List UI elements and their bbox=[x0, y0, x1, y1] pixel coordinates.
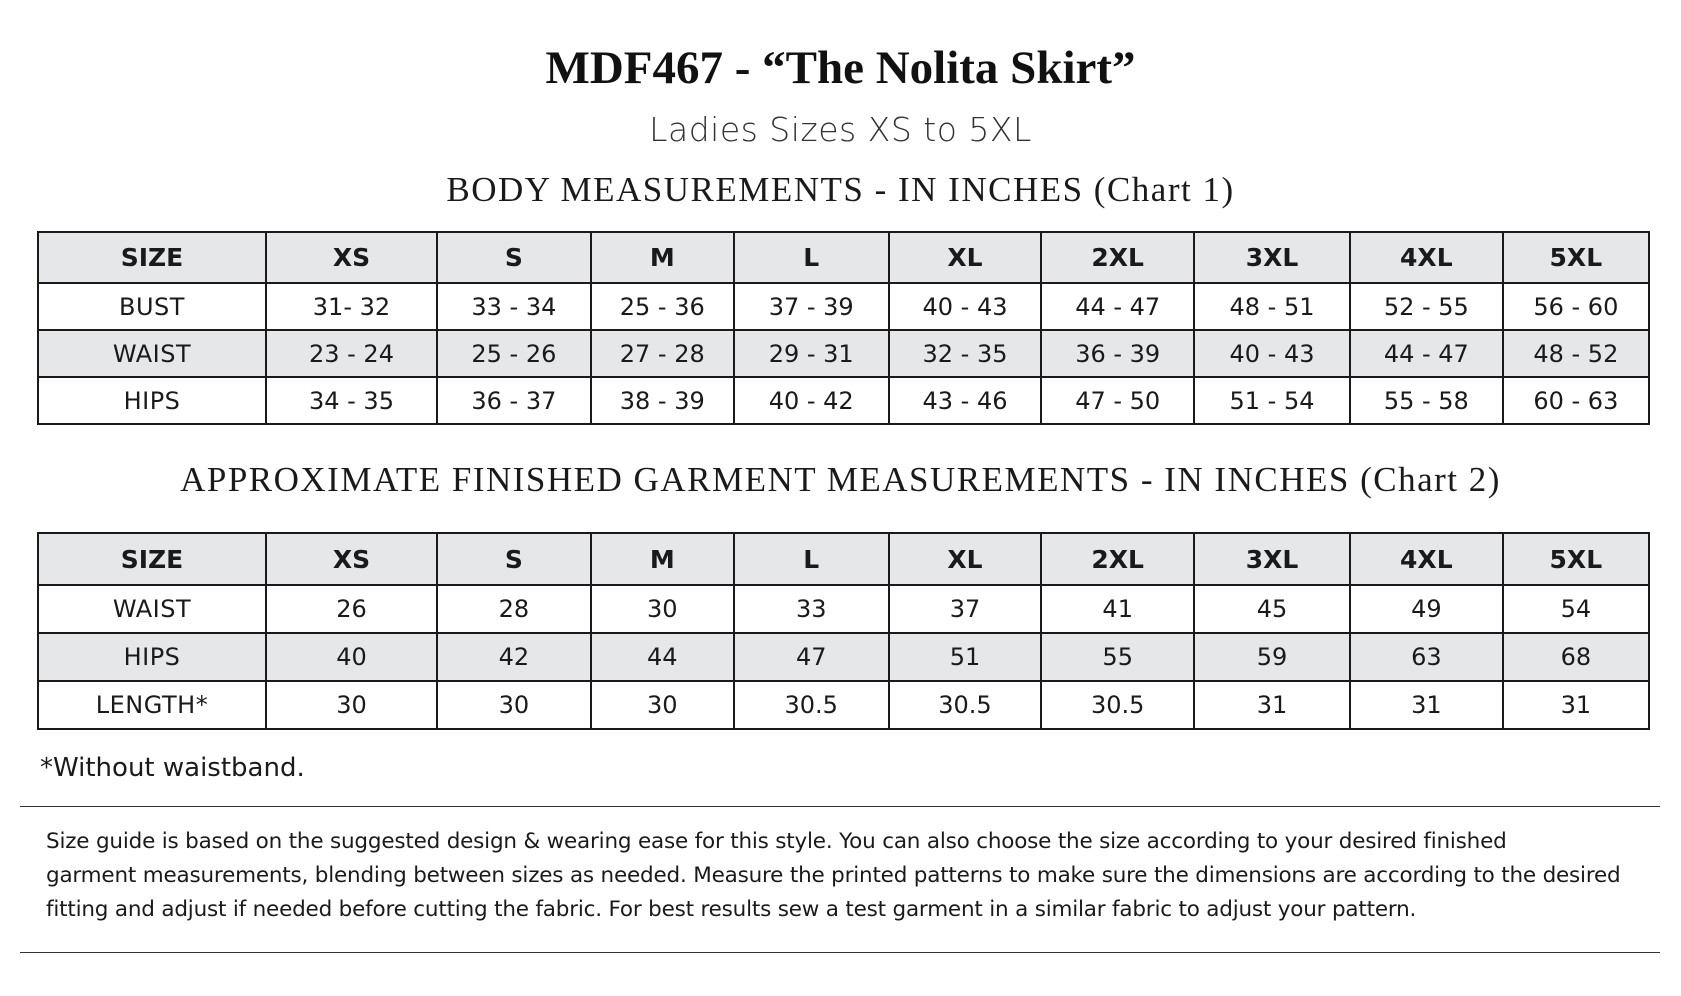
column-header: XS bbox=[266, 232, 437, 283]
table-cell: 30 bbox=[591, 585, 734, 633]
table-cell: 52 - 55 bbox=[1350, 283, 1503, 330]
table-cell: 38 - 39 bbox=[591, 377, 734, 424]
size-guide-line: Size guide is based on the suggested design & wearing ease for this style. You can also choose the size according to your desired finished bbox=[46, 829, 1507, 854]
page-subtitle: Ladies Sizes XS to 5XL bbox=[649, 110, 1032, 149]
table-cell: 44 - 47 bbox=[1041, 283, 1194, 330]
table-cell: 31 bbox=[1503, 681, 1649, 729]
row-label: LENGTH* bbox=[38, 681, 266, 729]
table-cell: 43 - 46 bbox=[889, 377, 1042, 424]
divider bbox=[20, 806, 1660, 807]
table-cell: 48 - 51 bbox=[1194, 283, 1350, 330]
table-row bbox=[38, 585, 1649, 633]
table-cell: 31 bbox=[1194, 681, 1350, 729]
chart2-heading: APPROXIMATE FINISHED GARMENT MEASUREMENTS - IN INCHES (Chart 2) bbox=[180, 460, 1501, 499]
column-header: S bbox=[437, 533, 591, 585]
table-cell: 34 - 35 bbox=[266, 377, 437, 424]
size-guide-line: garment measurements, blending between sizes as needed. Measure the printed patterns to make sure the dimensions are according to the desired bbox=[46, 863, 1621, 888]
table-cell: 26 bbox=[266, 585, 437, 633]
size-guide-note bbox=[46, 825, 1646, 927]
row-label: WAIST bbox=[38, 585, 266, 633]
table-row bbox=[38, 377, 1649, 424]
table-cell: 27 - 28 bbox=[591, 330, 734, 377]
table-cell: 25 - 26 bbox=[437, 330, 591, 377]
table-cell: 30 bbox=[437, 681, 591, 729]
table-cell: 40 - 43 bbox=[1194, 330, 1350, 377]
table-header-row bbox=[38, 533, 1649, 585]
table-header-row bbox=[38, 232, 1649, 283]
table-cell: 23 - 24 bbox=[266, 330, 437, 377]
column-header: 3XL bbox=[1194, 533, 1350, 585]
table-cell: 40 bbox=[266, 633, 437, 681]
table-cell: 33 bbox=[734, 585, 889, 633]
table-cell: 44 - 47 bbox=[1350, 330, 1503, 377]
table-cell: 29 - 31 bbox=[734, 330, 889, 377]
table-cell: 48 - 52 bbox=[1503, 330, 1649, 377]
column-header: 2XL bbox=[1041, 232, 1194, 283]
column-header: 5XL bbox=[1503, 533, 1649, 585]
size-guide-line: fitting and adjust if needed before cutting the fabric. For best results sew a test garment in a similar fabric to adjust your pattern. bbox=[46, 897, 1417, 922]
row-label: BUST bbox=[38, 283, 266, 330]
table-cell: 68 bbox=[1503, 633, 1649, 681]
divider bbox=[20, 952, 1660, 953]
column-header: M bbox=[591, 533, 734, 585]
table-cell: 37 bbox=[889, 585, 1042, 633]
table-cell: 51 - 54 bbox=[1194, 377, 1350, 424]
column-header: M bbox=[591, 232, 734, 283]
table-cell: 60 - 63 bbox=[1503, 377, 1649, 424]
table-cell: 54 bbox=[1503, 585, 1649, 633]
chart1-heading: BODY MEASUREMENTS - IN INCHES (Chart 1) bbox=[446, 170, 1235, 209]
column-header: XL bbox=[889, 232, 1042, 283]
column-header: L bbox=[734, 533, 889, 585]
table-cell: 40 - 42 bbox=[734, 377, 889, 424]
column-header: SIZE bbox=[38, 232, 266, 283]
table-row bbox=[38, 283, 1649, 330]
table-cell: 63 bbox=[1350, 633, 1503, 681]
table-cell: 47 bbox=[734, 633, 889, 681]
table-cell: 56 - 60 bbox=[1503, 283, 1649, 330]
table-cell: 51 bbox=[889, 633, 1042, 681]
table-cell: 25 - 36 bbox=[591, 283, 734, 330]
table-cell: 47 - 50 bbox=[1041, 377, 1194, 424]
table-cell: 44 bbox=[591, 633, 734, 681]
table-cell: 40 - 43 bbox=[889, 283, 1042, 330]
column-header: 4XL bbox=[1350, 533, 1503, 585]
column-header: 4XL bbox=[1350, 232, 1503, 283]
table-cell: 33 - 34 bbox=[437, 283, 591, 330]
table-cell: 49 bbox=[1350, 585, 1503, 633]
table-row bbox=[38, 330, 1649, 377]
column-header: 5XL bbox=[1503, 232, 1649, 283]
table-cell: 30.5 bbox=[734, 681, 889, 729]
table-cell: 36 - 37 bbox=[437, 377, 591, 424]
column-header: S bbox=[437, 232, 591, 283]
table-cell: 36 - 39 bbox=[1041, 330, 1194, 377]
table-cell: 59 bbox=[1194, 633, 1350, 681]
column-header: L bbox=[734, 232, 889, 283]
table-cell: 30.5 bbox=[889, 681, 1042, 729]
table-cell: 37 - 39 bbox=[734, 283, 889, 330]
table-cell: 28 bbox=[437, 585, 591, 633]
column-header: XS bbox=[266, 533, 437, 585]
column-header: XL bbox=[889, 533, 1042, 585]
column-header: 2XL bbox=[1041, 533, 1194, 585]
table-cell: 41 bbox=[1041, 585, 1194, 633]
table-cell: 32 - 35 bbox=[889, 330, 1042, 377]
table-cell: 55 - 58 bbox=[1350, 377, 1503, 424]
body-measurements-table bbox=[37, 231, 1650, 425]
table-cell: 42 bbox=[437, 633, 591, 681]
table-cell: 31- 32 bbox=[266, 283, 437, 330]
row-label: WAIST bbox=[38, 330, 266, 377]
table-cell: 30 bbox=[266, 681, 437, 729]
garment-measurements-table bbox=[37, 532, 1650, 730]
table-row bbox=[38, 681, 1649, 729]
table-cell: 30 bbox=[591, 681, 734, 729]
table-row bbox=[38, 633, 1649, 681]
page-title: MDF467 - “The Nolita Skirt” bbox=[545, 42, 1136, 94]
footnote: *Without waistband. bbox=[40, 753, 305, 783]
table-cell: 55 bbox=[1041, 633, 1194, 681]
table-cell: 31 bbox=[1350, 681, 1503, 729]
table-cell: 45 bbox=[1194, 585, 1350, 633]
column-header: 3XL bbox=[1194, 232, 1350, 283]
row-label: HIPS bbox=[38, 377, 266, 424]
row-label: HIPS bbox=[38, 633, 266, 681]
table-cell: 30.5 bbox=[1041, 681, 1194, 729]
column-header: SIZE bbox=[38, 533, 266, 585]
